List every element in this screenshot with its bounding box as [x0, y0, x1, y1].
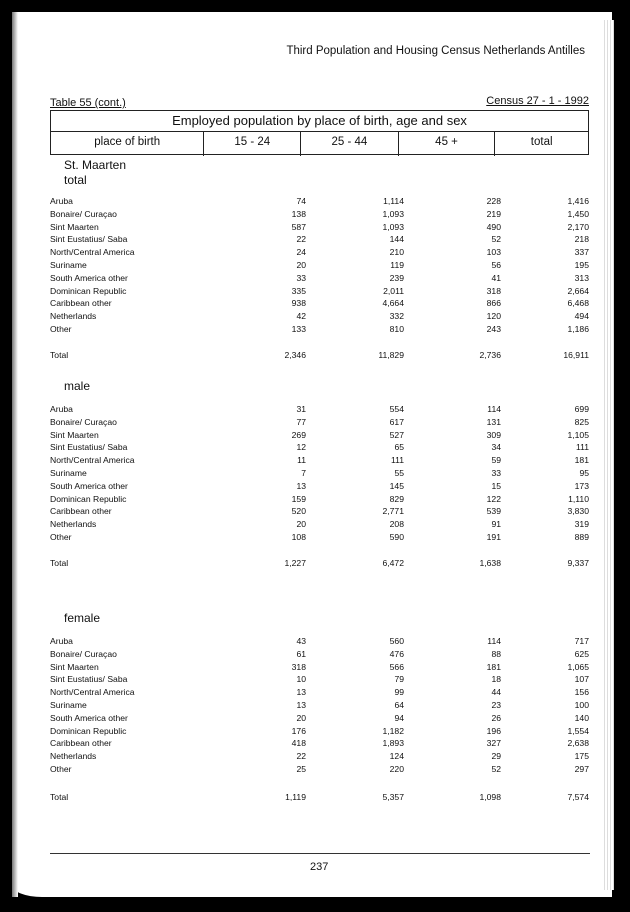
- column-header-15-24: 15 - 24: [204, 132, 301, 156]
- row-value: 176: [291, 725, 306, 736]
- table-row: [50, 506, 590, 519]
- section-rows: [50, 636, 590, 777]
- row-value: 122: [486, 493, 501, 504]
- row-label: Suriname: [50, 699, 87, 710]
- row-value: 145: [389, 480, 404, 491]
- row-value: 625: [574, 648, 589, 659]
- row-value: 25: [296, 763, 306, 774]
- table-row: [50, 649, 590, 662]
- row-label: Sint Eustatius/ Saba: [50, 674, 128, 685]
- row-label: Bonaire/ Curaçao: [50, 648, 117, 659]
- row-value: 269: [291, 429, 306, 440]
- table-row: [50, 442, 590, 455]
- total-value: 7,574: [567, 792, 589, 802]
- row-value: 94: [394, 712, 404, 723]
- row-label: Suriname: [50, 467, 87, 478]
- row-value: 2,664: [567, 285, 589, 296]
- row-value: 566: [389, 661, 404, 672]
- total-value: 5,357: [382, 792, 404, 802]
- row-value: 100: [574, 699, 589, 710]
- section-title-total: total: [64, 173, 87, 187]
- table-row: [50, 273, 590, 286]
- page-gutter-shadow: [12, 12, 18, 897]
- row-value: 107: [574, 674, 589, 685]
- row-value: 587: [291, 221, 306, 232]
- row-value: 332: [389, 311, 404, 322]
- table-row: [50, 738, 590, 751]
- row-label: Sint Maarten: [50, 661, 99, 672]
- row-value: 144: [389, 234, 404, 245]
- total-label: Total: [50, 558, 69, 568]
- row-value: 114: [487, 404, 501, 414]
- table-row: [50, 468, 590, 481]
- island-title: St. Maarten: [64, 158, 127, 172]
- row-label: Caribbean other: [50, 298, 112, 309]
- row-value: 41: [491, 272, 501, 283]
- row-value: 866: [486, 298, 501, 309]
- row-value: 12: [296, 442, 306, 453]
- row-label: North/Central America: [50, 455, 135, 466]
- table-header: [50, 110, 589, 155]
- column-header-place-of-birth: place of birth: [51, 132, 204, 156]
- row-value: 120: [486, 311, 501, 322]
- table-row: [50, 481, 590, 494]
- row-label: South America other: [50, 480, 128, 491]
- row-value: 44: [491, 687, 501, 698]
- row-value: 554: [389, 404, 404, 414]
- row-label: Bonaire/ Curaçao: [50, 416, 117, 427]
- row-value: 15: [491, 480, 501, 491]
- row-value: 6,468: [567, 298, 589, 309]
- row-value: 297: [574, 763, 589, 774]
- row-value: 208: [389, 519, 404, 530]
- table-row: [50, 209, 590, 222]
- row-value: 55: [394, 467, 404, 478]
- row-value: 2,771: [382, 506, 404, 517]
- row-value: 64: [394, 699, 404, 710]
- row-label: Aruba: [50, 196, 73, 206]
- table-row: [50, 726, 590, 739]
- table-row: [50, 751, 590, 764]
- row-value: 13: [296, 699, 306, 710]
- table-row: [50, 700, 590, 713]
- row-value: 1,105: [567, 429, 589, 440]
- row-value: 13: [296, 480, 306, 491]
- row-value: 337: [574, 247, 589, 258]
- row-value: 156: [574, 687, 589, 698]
- row-label: Sint Maarten: [50, 221, 99, 232]
- row-value: 539: [486, 506, 501, 517]
- column-headers: [51, 132, 588, 156]
- row-label: Aruba: [50, 636, 73, 646]
- table-row: [50, 260, 590, 273]
- row-value: 590: [389, 531, 404, 542]
- row-value: 7: [301, 467, 306, 478]
- row-label: Caribbean other: [50, 506, 112, 517]
- row-label: Caribbean other: [50, 738, 112, 749]
- row-value: 318: [486, 285, 501, 296]
- row-value: 1,093: [382, 208, 404, 219]
- row-value: 42: [296, 311, 306, 322]
- row-value: 1,114: [383, 196, 404, 206]
- row-label: Sint Maarten: [50, 429, 99, 440]
- row-value: 3,830: [567, 506, 589, 517]
- footer-rule: [50, 853, 590, 854]
- table-row: [50, 713, 590, 726]
- row-value: 243: [486, 323, 501, 334]
- row-value: 1,450: [567, 208, 589, 219]
- row-value: 219: [486, 208, 501, 219]
- table-row: [50, 298, 590, 311]
- row-value: 218: [574, 234, 589, 245]
- total-label: Total: [50, 792, 69, 802]
- total-value: 1,227: [284, 558, 306, 568]
- table-row: [50, 311, 590, 324]
- row-value: 239: [389, 272, 404, 283]
- row-label: Other: [50, 763, 72, 774]
- row-value: 327: [486, 738, 501, 749]
- row-value: 140: [574, 712, 589, 723]
- row-value: 159: [291, 493, 306, 504]
- row-value: 77: [296, 416, 306, 427]
- table-row: [50, 532, 590, 545]
- table-row: [50, 687, 590, 700]
- row-value: 4,664: [382, 298, 404, 309]
- row-label: Netherlands: [50, 519, 97, 530]
- total-value: 2,736: [479, 350, 501, 360]
- row-value: 131: [486, 416, 501, 427]
- total-value: 1,638: [479, 558, 501, 568]
- row-value: 33: [491, 467, 501, 478]
- row-value: 829: [389, 493, 404, 504]
- table-row: [50, 404, 590, 417]
- row-value: 1,093: [382, 221, 404, 232]
- row-value: 124: [389, 751, 404, 762]
- table-row: [50, 417, 590, 430]
- row-value: 56: [491, 259, 501, 270]
- row-value: 99: [394, 687, 404, 698]
- row-label: Sint Eustatius/ Saba: [50, 234, 128, 245]
- row-value: 210: [389, 247, 404, 258]
- row-value: 938: [291, 298, 306, 309]
- row-value: 2,170: [567, 221, 589, 232]
- row-value: 309: [486, 429, 501, 440]
- row-value: 2,011: [383, 285, 404, 296]
- row-value: 18: [491, 674, 501, 685]
- total-value: 6,472: [382, 558, 404, 568]
- row-value: 825: [574, 416, 589, 427]
- total-row: [50, 792, 590, 804]
- row-label: North/Central America: [50, 687, 135, 698]
- row-value: 91: [491, 519, 501, 530]
- row-value: 11: [297, 455, 306, 466]
- table-row: [50, 430, 590, 443]
- row-value: 220: [389, 763, 404, 774]
- row-value: 59: [491, 455, 501, 466]
- row-value: 1,554: [567, 725, 589, 736]
- table-row: [50, 455, 590, 468]
- row-value: 111: [575, 442, 589, 453]
- total-row: [50, 350, 590, 362]
- row-value: 319: [574, 519, 589, 530]
- row-value: 34: [491, 442, 501, 453]
- row-value: 527: [389, 429, 404, 440]
- row-value: 196: [486, 725, 501, 736]
- row-value: 23: [491, 699, 501, 710]
- row-value: 33: [296, 272, 306, 283]
- row-value: 1,182: [382, 725, 404, 736]
- row-value: 119: [390, 259, 404, 270]
- table-row: [50, 764, 590, 777]
- page-edges: [604, 20, 614, 890]
- section-rows: [50, 196, 590, 337]
- table-row: [50, 662, 590, 675]
- row-label: Dominican Republic: [50, 493, 127, 504]
- row-label: South America other: [50, 272, 128, 283]
- row-value: 173: [574, 480, 589, 491]
- table-row: [50, 494, 590, 507]
- table-row: [50, 286, 590, 299]
- row-value: 335: [291, 285, 306, 296]
- row-value: 494: [574, 311, 589, 322]
- total-value: 1,119: [285, 792, 306, 802]
- table-row: [50, 247, 590, 260]
- row-value: 1,110: [568, 493, 589, 504]
- row-value: 889: [574, 531, 589, 542]
- row-value: 1,186: [567, 323, 589, 334]
- row-value: 95: [579, 467, 589, 478]
- row-label: Netherlands: [50, 751, 97, 762]
- row-value: 31: [296, 404, 306, 414]
- total-label: Total: [50, 350, 69, 360]
- total-value: 1,098: [479, 792, 501, 802]
- table-row: [50, 222, 590, 235]
- table-row: [50, 674, 590, 687]
- row-value: 22: [296, 234, 306, 245]
- row-value: 1,893: [382, 738, 404, 749]
- row-label: Dominican Republic: [50, 725, 127, 736]
- table-row: [50, 234, 590, 247]
- row-label: Other: [50, 531, 72, 542]
- row-value: 810: [389, 323, 404, 334]
- row-value: 228: [486, 196, 501, 206]
- row-value: 20: [296, 712, 306, 723]
- column-header-25-44: 25 - 44: [301, 132, 399, 156]
- row-value: 699: [574, 404, 589, 414]
- section-title-male: male: [64, 379, 91, 393]
- row-value: 103: [486, 247, 501, 258]
- row-value: 22: [296, 751, 306, 762]
- row-value: 52: [491, 763, 501, 774]
- table-row: [50, 636, 590, 649]
- column-header-total: total: [530, 136, 553, 148]
- table-label: Table 55 (cont.): [50, 97, 126, 109]
- section-title-female: female: [64, 611, 101, 625]
- row-value: 560: [389, 636, 404, 646]
- row-value: 1,065: [567, 661, 589, 672]
- total-row: [50, 558, 590, 570]
- total-value: 11,829: [378, 350, 404, 360]
- row-value: 24: [296, 247, 306, 258]
- row-value: 65: [394, 442, 404, 453]
- row-value: 490: [486, 221, 501, 232]
- row-value: 2,638: [567, 738, 589, 749]
- row-value: 181: [574, 455, 589, 466]
- row-label: Netherlands: [50, 311, 97, 322]
- page-number: 237: [310, 861, 329, 873]
- row-value: 114: [487, 636, 501, 646]
- row-label: Other: [50, 323, 72, 334]
- row-value: 313: [574, 272, 589, 283]
- row-label: Aruba: [50, 404, 73, 414]
- row-value: 88: [491, 648, 501, 659]
- row-value: 26: [491, 712, 501, 723]
- table-row: [50, 324, 590, 337]
- row-value: 133: [291, 323, 306, 334]
- total-value: 16,911: [563, 350, 589, 360]
- table-row: [50, 519, 590, 532]
- running-head: Third Population and Housing Census Netherlands Antilles: [286, 45, 585, 57]
- table-title: Employed population by place of birth, age and sex: [51, 111, 588, 132]
- row-value: 717: [574, 636, 589, 646]
- row-value: 138: [291, 208, 306, 219]
- row-value: 617: [389, 416, 404, 427]
- row-value: 43: [296, 636, 306, 646]
- row-value: 520: [291, 506, 306, 517]
- row-value: 195: [574, 259, 589, 270]
- row-value: 418: [291, 738, 306, 749]
- table-row: [50, 196, 590, 209]
- total-value: 9,337: [567, 558, 589, 568]
- row-value: 79: [394, 674, 404, 685]
- row-value: 10: [296, 674, 306, 685]
- row-value: 191: [486, 531, 501, 542]
- row-label: Suriname: [50, 259, 87, 270]
- row-value: 20: [296, 259, 306, 270]
- column-header-45-plus: 45 +: [399, 132, 496, 156]
- row-label: Dominican Republic: [50, 285, 127, 296]
- row-value: 74: [296, 196, 306, 206]
- row-value: 108: [291, 531, 306, 542]
- row-value: 175: [574, 751, 589, 762]
- row-label: South America other: [50, 712, 128, 723]
- section-rows: [50, 404, 590, 545]
- row-value: 111: [390, 455, 404, 466]
- row-value: 13: [296, 687, 306, 698]
- total-value: 2,346: [284, 350, 306, 360]
- row-value: 20: [296, 519, 306, 530]
- row-label: Sint Eustatius/ Saba: [50, 442, 128, 453]
- census-label: Census 27 - 1 - 1992: [486, 95, 589, 107]
- row-value: 29: [491, 751, 501, 762]
- row-label: Bonaire/ Curaçao: [50, 208, 117, 219]
- row-value: 181: [486, 661, 501, 672]
- row-value: 1,416: [567, 196, 589, 206]
- row-value: 318: [291, 661, 306, 672]
- row-value: 61: [296, 648, 306, 659]
- row-label: North/Central America: [50, 247, 135, 258]
- row-value: 476: [389, 648, 404, 659]
- row-value: 52: [491, 234, 501, 245]
